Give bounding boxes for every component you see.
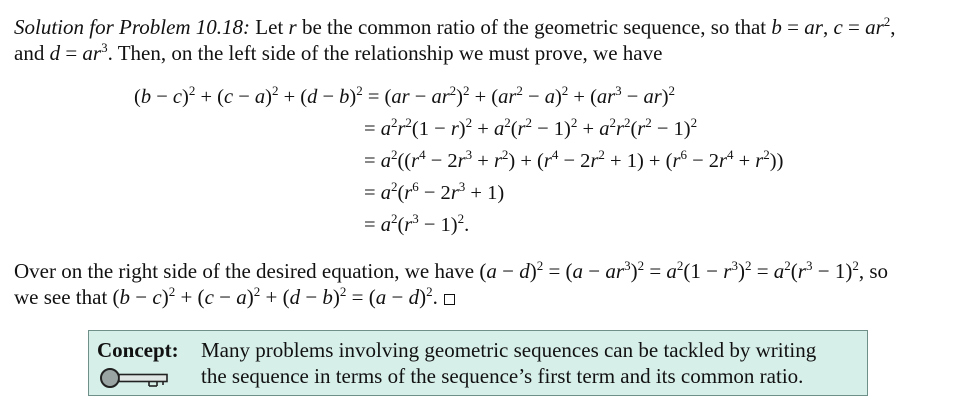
concept-label: Concept:: [97, 338, 179, 362]
solution-title: Solution for Problem 10.18:: [14, 15, 251, 39]
derivation-line-4: = $a^2(r^6 - 2r^3 + 1)$: [364, 179, 505, 204]
conclusion-line-2: we see that $(b - c)^2 + (c - a)^2 + (d - b)^2 = (a - d)^2$.: [14, 284, 455, 310]
solution-intro-line-2: and $d = ar^3$. Then, on the left side of the relationship we must prove, we have: [14, 40, 663, 65]
solution-intro-line-1: Solution for Problem 10.18: Let r be the common ratio of the geometric sequence, so that b = ar, $c = ar^2$,: [14, 14, 896, 39]
conclusion-line-1: Over on the right side of the desired equation, we have $(a - d)^2 = (a - ar^3)^2 = a^2(1 - r^3)^2 = a^2(r^3 - 1)^2$, so: [14, 258, 889, 283]
derivation-line-3: = $a^2((r^4 - 2r^3 + r^2) + (r^4 - 2r^2 + 1) + (r^6 - 2r^4 + r^2))$: [364, 147, 784, 172]
concept-text-line-2: the sequence in terms of the sequence’s first term and its common ratio.: [201, 364, 804, 388]
key-icon: [99, 367, 171, 389]
derivation-line-5: = $a^2(r^3 - 1)^2$.: [364, 211, 470, 236]
derivation-line-1: $(b - c)^2 + (c - a)^2 + (d - b)^2 = (ar - ar^2)^2 + (ar^2 - a)^2 + (ar^3 - ar)^2$: [134, 83, 676, 108]
derivation-line-2: = $a^2r^2(1 - r)^2 + a^2(r^2 - 1)^2 + a^2r^2(r^2 - 1)^2$: [364, 115, 698, 140]
concept-text-line-1: Many problems involving geometric sequences can be tackled by writing: [201, 338, 817, 362]
qed-icon: [444, 294, 455, 305]
concept-box: [88, 330, 868, 396]
concept-text: [201, 337, 816, 389]
